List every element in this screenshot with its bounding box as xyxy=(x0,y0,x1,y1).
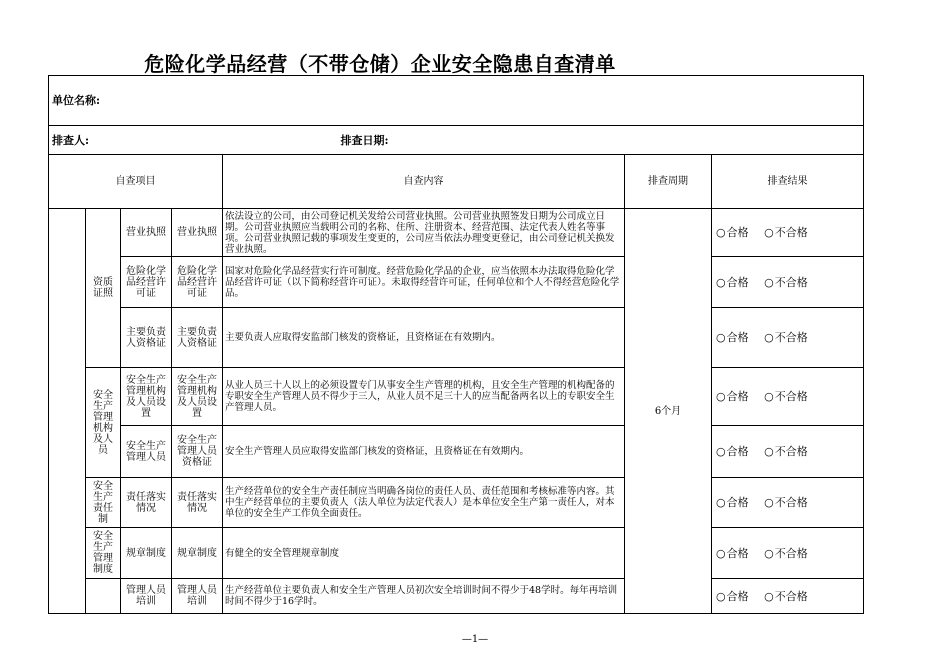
fail-radio[interactable]: ○不合格 xyxy=(764,496,808,509)
table-row xyxy=(49,579,864,614)
inspection-date-label[interactable]: 排查日期: xyxy=(223,126,864,155)
item-name: 管理人员培训 xyxy=(172,579,223,614)
item-content: 主要负责人应取得安监部门核发的资格证，且资格证在有效期内。 xyxy=(223,308,625,368)
group-safety-management-org: 安全生产管理机构及人员 xyxy=(86,368,121,478)
item-name: 危险化学品经营许可证 xyxy=(172,257,223,308)
unit-name-row xyxy=(49,76,864,126)
group-training xyxy=(86,579,121,614)
pass-radio[interactable]: ○合格 xyxy=(716,546,749,560)
item-name: 主要负责人资格证 xyxy=(172,308,223,368)
table-row xyxy=(49,426,864,478)
fail-radio[interactable]: ○不合格 xyxy=(764,226,808,239)
result-options xyxy=(712,209,864,257)
table-row xyxy=(49,528,864,579)
result-options xyxy=(712,528,864,579)
fail-radio[interactable]: ○不合格 xyxy=(764,275,808,289)
item-name: 安全生产管理人员资格证 xyxy=(172,426,223,478)
table-row xyxy=(49,209,864,257)
result-options xyxy=(712,579,864,614)
group-management-system: 安全生产管理制度 xyxy=(86,528,121,579)
inspector-label[interactable]: 排查人: xyxy=(49,126,223,155)
document-title: 危险化学品经营（不带仓储）企业安全隐患自查清单 xyxy=(144,52,616,76)
item-name: 责任落实情况 xyxy=(172,478,223,528)
item-name: 营业执照 xyxy=(172,209,223,257)
table-row xyxy=(49,257,864,308)
group-qualification: 资质证照 xyxy=(86,209,121,368)
item-name: 规章制度 xyxy=(172,528,223,579)
item-name: 安全生产管理人员 xyxy=(121,426,172,478)
item-name: 安全生产管理机构及人员设置 xyxy=(172,368,223,426)
item-content: 从业人员三十人以上的必须设置专门从事安全生产管理的机构，且安全生产管理的机构配备的专职安全生产管理人员不得少于三人，从业人员不足三十人的应当配备两名以上的专职安全生产管理人员。 xyxy=(223,368,625,426)
item-content: 依法设立的公司，由公司登记机关发给公司营业执照。公司营业执照签发日期为公司成立日期。公司营业执照应当载明公司的名称、住所、注册资本、经营范围、法定代表人姓名等事项。公司营业执照记载的事项发生变更的，公司应当依法办理变更登记，由公司登记机关换发营业执照。 xyxy=(223,209,625,257)
blank-category-cell xyxy=(49,209,86,614)
item-content: 生产经营单位的安全生产责任制应当明确各岗位的责任人员、责任范围和考核标准等内容。其中生产经营单位的主要负责人（法人单位为法定代表人）是本单位安全生产第一责任人，对本单位的安全生产工作负全面责任。 xyxy=(223,478,625,528)
item-name: 营业执照 xyxy=(121,209,172,257)
pass-radio[interactable]: ○合格 xyxy=(716,390,749,403)
checklist-table xyxy=(48,75,864,614)
item-name: 主要负责人资格证 xyxy=(121,308,172,368)
fail-radio[interactable]: ○不合格 xyxy=(764,331,808,344)
fail-radio[interactable]: ○不合格 xyxy=(764,445,808,458)
result-options xyxy=(712,308,864,368)
table-row xyxy=(49,368,864,426)
item-content: 生产经营单位主要负责人和安全生产管理人员初次安全培训时间不得少于48学时。每年再培训时间不得少于16学时。 xyxy=(223,579,625,614)
column-header-content: 自查内容 xyxy=(223,155,625,209)
pass-radio[interactable]: ○合格 xyxy=(716,275,749,289)
column-header-row xyxy=(49,155,864,209)
fail-radio[interactable]: ○不合格 xyxy=(764,390,808,403)
group-responsibility: 安全生产责任制 xyxy=(86,478,121,528)
pass-radio[interactable]: ○合格 xyxy=(716,226,749,239)
result-options xyxy=(712,368,864,426)
item-name: 安全生产管理机构及人员设置 xyxy=(121,368,172,426)
result-options xyxy=(712,426,864,478)
fail-radio[interactable]: ○不合格 xyxy=(764,546,808,560)
table-row xyxy=(49,308,864,368)
item-content: 有健全的安全管理规章制度 xyxy=(223,528,625,579)
item-name: 管理人员培训 xyxy=(121,579,172,614)
result-options xyxy=(712,257,864,308)
column-header-item: 自查项目 xyxy=(49,155,223,209)
item-content: 国家对危险化学品经营实行许可制度。经营危险化学品的企业，应当依照本办法取得危险化学品经营许可证（以下简称经营许可证）。未取得经营许可证，任何单位和个人不得经营危险化学品。 xyxy=(223,257,625,308)
pass-radio[interactable]: ○合格 xyxy=(716,331,749,344)
column-header-result: 排查结果 xyxy=(712,155,864,209)
pass-radio[interactable]: ○合格 xyxy=(716,445,749,458)
item-name: 责任落实情况 xyxy=(121,478,172,528)
inspection-period: 6个月 xyxy=(625,209,712,614)
inspector-row xyxy=(49,126,864,155)
unit-name-label[interactable]: 单位名称: xyxy=(49,76,864,126)
column-header-period: 排查周期 xyxy=(625,155,712,209)
pass-radio[interactable]: ○合格 xyxy=(716,589,749,603)
fail-radio[interactable]: ○不合格 xyxy=(764,589,808,603)
item-content: 安全生产管理人员应取得安监部门核发的资格证，且资格证在有效期内。 xyxy=(223,426,625,478)
page-number: —1— xyxy=(461,634,489,645)
item-name: 规章制度 xyxy=(121,528,172,579)
item-name: 危险化学品经营许可证 xyxy=(121,257,172,308)
pass-radio[interactable]: ○合格 xyxy=(716,496,749,509)
result-options xyxy=(712,478,864,528)
table-row xyxy=(49,478,864,528)
